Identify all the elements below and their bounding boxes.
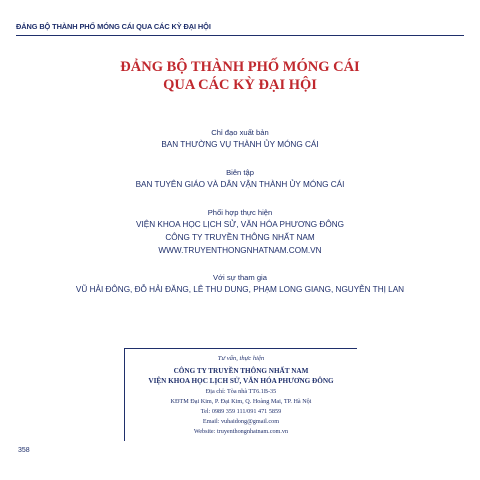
credit-coordination-3: WWW.TRUYENTHONGNHATNAM.COM.VN [158, 246, 322, 255]
consult-org-1: CÔNG TY TRUYỀN THÔNG NHẤT NAM [173, 367, 309, 375]
page-number: 358 [18, 447, 30, 454]
book-title-line-2: QUA CÁC KỲ ĐẠI HỘI [163, 77, 317, 93]
consult-box [124, 348, 357, 441]
credit-coordination-1: VIỆN KHOA HỌC LỊCH SỬ, VĂN HÓA PHƯƠNG ĐÔNG [136, 220, 344, 229]
consult-label: Tư vấn, thực hiện [217, 355, 265, 362]
consult-org-2: VIỆN KHOA HỌC LỊCH SỬ, VĂN HÓA PHƯƠNG ĐÔNG [148, 377, 334, 385]
credit-publishing-direction: BAN THƯỜNG VỤ THÀNH ỦY MÓNG CÁI [161, 140, 319, 149]
credit-label-participants: Với sự tham gia [213, 273, 267, 282]
credit-participants: VŨ HẢI ĐÔNG, ĐỖ HẢI ĐĂNG, LÊ THU DUNG, PHẠM LONG GIANG, NGUYỄN THỊ LAN [75, 285, 405, 294]
credit-coordination-2: CÔNG TY TRUYỀN THÔNG NHẤT NAM [165, 233, 315, 242]
consult-address-1: Địa chỉ: Tòa nhà TT6.1B-35 [205, 388, 277, 395]
consult-address-2: KĐTM Đại Kim, P. Đại Kim, Q. Hoàng Mai, TP. Hà Nội [170, 398, 312, 405]
consult-phone: Tel: 0989 359 111/091 471 5859 [200, 408, 282, 415]
book-title-line-1: ĐẢNG BỘ THÀNH PHỐ MÓNG CÁI [120, 59, 360, 75]
running-header: ĐẢNG BỘ THÀNH PHỐ MÓNG CÁI QUA CÁC KỲ ĐẠI HỘI [16, 22, 211, 31]
credit-label-publishing-direction: Chỉ đạo xuất bản [211, 128, 269, 137]
consult-website: Website: truyenthongnhatnam.com.vn [193, 428, 289, 435]
header-rule [16, 35, 464, 36]
consult-email: Email: vuhaidong@gmail.com [202, 418, 280, 425]
credit-label-coordination: Phối hợp thực hiện [207, 208, 273, 217]
credit-label-editor: Biên tập [226, 168, 254, 177]
credit-editor: BAN TUYÊN GIÁO VÀ DÂN VẬN THÀNH ỦY MÓNG CÁI [135, 180, 345, 189]
